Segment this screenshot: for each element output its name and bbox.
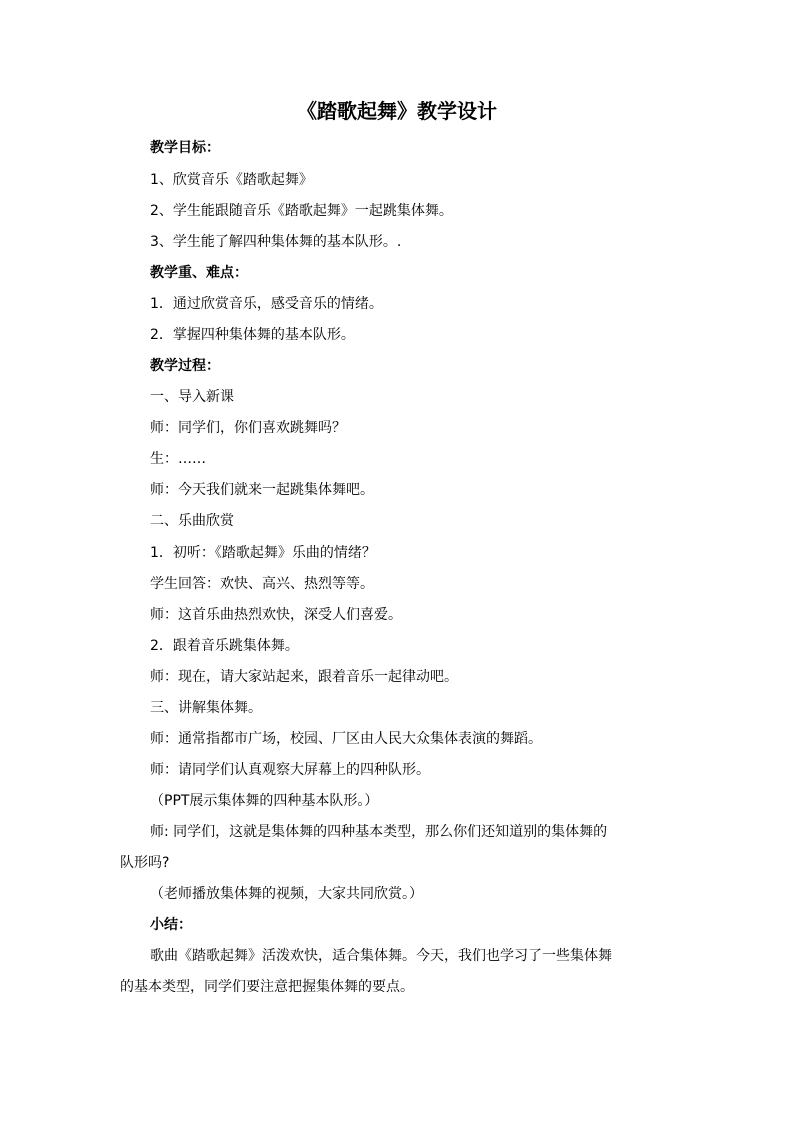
objective-item-3: 3、学生能了解四种集体舞的基本队形。. — [150, 234, 402, 250]
key-point-item-1: 1．通过欣赏音乐，感受音乐的情绪。 — [150, 296, 383, 312]
dialogue-line: 师：这首乐曲热烈欢快，深受人们喜爱。 — [150, 607, 402, 623]
section-heading-key-points: 教学重、难点： — [150, 265, 248, 281]
dialogue-line: 师：现在，请大家站起来，跟着音乐一起律动吧。 — [150, 669, 458, 685]
process-step-heading-3: 三、讲解集体舞。 — [150, 700, 262, 716]
key-point-item-2: 2．掌握四种集体舞的基本队形。 — [150, 327, 355, 343]
dialogue-line: 师：请同学们认真观察大屏幕上的四种队形。 — [150, 762, 430, 778]
dialogue-line-continued: 队形吗? — [120, 855, 170, 871]
dialogue-line: 师：通常指都市广场，校园、厂区由人民大众集体表演的舞蹈。 — [150, 731, 542, 747]
dialogue-line: 师: 同学们，这就是集体舞的四种基本类型，那么你们还知道别的集体舞的 — [150, 824, 608, 840]
dialogue-line: 生：…… — [150, 451, 206, 467]
section-heading-process: 教学过程： — [150, 358, 220, 374]
stage-direction: （老师播放集体舞的视频，大家共同欣赏。） — [150, 886, 423, 902]
dialogue-line: 1．初听：《踏歌起舞》乐曲的情绪？ — [150, 545, 376, 561]
objective-item-1: 1、欣赏音乐《踏歌起舞》 — [150, 172, 313, 188]
objective-item-2: 2、学生能跟随音乐《踏歌起舞》一起跳集体舞。 — [150, 203, 453, 219]
document-title: 《踏歌起舞》教学设计 — [297, 99, 497, 123]
section-heading-objectives: 教学目标： — [150, 140, 220, 156]
stage-direction: （PPT展示集体舞的四种基本队形。） — [150, 793, 379, 809]
process-step-heading-1: 一、导入新课 — [150, 389, 234, 405]
process-step-heading-2: 二、乐曲欣赏 — [150, 513, 234, 529]
dialogue-line: 师：同学们，你们喜欢跳舞吗？ — [150, 420, 346, 436]
dialogue-line: 学生回答：欢快、高兴、热烈等等。 — [150, 576, 374, 592]
dialogue-line: 2．跟着音乐跳集体舞。 — [150, 638, 299, 654]
section-heading-summary: 小结： — [150, 917, 192, 933]
summary-text: 歌曲《踏歌起舞》活泼欢快，适合集体舞。今天，我们也学习了一些集体舞 — [150, 948, 612, 964]
dialogue-line: 师：今天我们就来一起跳集体舞吧。 — [150, 482, 374, 498]
summary-text-continued: 的基本类型，同学们要注意把握集体舞的要点。 — [120, 979, 414, 995]
